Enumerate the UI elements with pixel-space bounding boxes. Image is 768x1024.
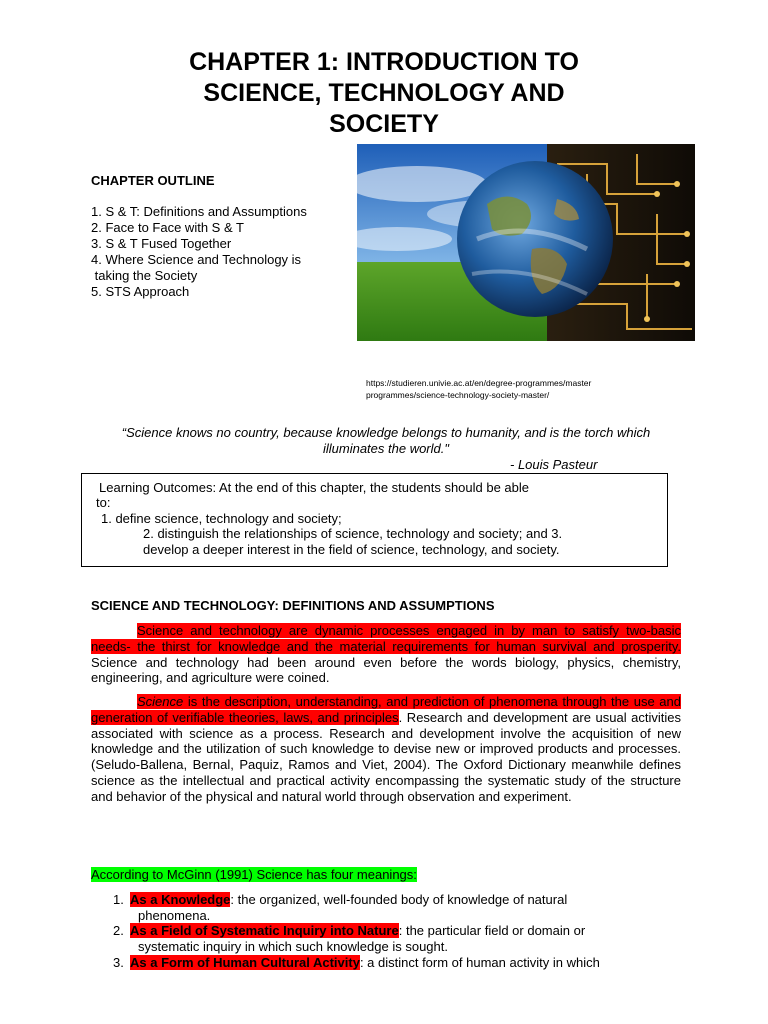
paragraph-text: . Research and development are usual activities associated with science as a process. Research and development involve the acquisition of new knowledge and the utilization of such knowledge to devise new or improved products and processes. (Seludo-Ballena, Bernal, Paquiz, Ramos and Viet, 2004). The Oxford Dictionary meanwhile defines science as the intellectual and practical activity encompassing the systematic study of the structure and behavior of the physical and natural world through observation and experiment. xyxy=(91,709,682,804)
outline-item: 5. STS Approach xyxy=(91,284,190,299)
paragraph-science xyxy=(91,694,681,805)
outline-heading: CHAPTER OUTLINE xyxy=(91,173,215,188)
meaning-text: systematic inquiry in which such knowledge is sought. xyxy=(138,938,448,954)
meaning-label: As a Form of Human Cultural Activity xyxy=(130,955,360,970)
meaning-text: : a distinct form of human activity in which xyxy=(359,955,600,970)
image-credit-line: programmes/science-technology-society-master/ xyxy=(366,390,550,400)
learning-outcomes-text: to: xyxy=(96,495,111,510)
meaning-text: phenomena. xyxy=(138,907,211,923)
outline-item: taking the Society xyxy=(91,268,198,283)
meaning-text: : the particular field or domain or xyxy=(398,923,586,938)
quote-author: - Louis Pasteur xyxy=(510,457,598,472)
highlighted-text: According to McGinn (1991) Science has four meanings: xyxy=(91,867,417,882)
learning-outcomes-item: 1. define science, technology and society; xyxy=(101,511,342,526)
outline-item: 2. Face to Face with S & T xyxy=(91,220,244,235)
outline-item: 4. Where Science and Technology is xyxy=(91,252,302,267)
mcginn-line xyxy=(91,867,417,882)
page-title xyxy=(0,47,768,140)
outline-item: 3. S & T Fused Together xyxy=(91,236,232,251)
highlighted-text: is the description, understanding, and prediction of phenomena through the use and generation of verifiable theories, laws, and principles xyxy=(91,694,681,725)
learning-outcomes-box xyxy=(81,473,668,567)
paragraph-text: Science and technology had been around even before the words biology, physics, chemistry, engineering, and agriculture were coined. xyxy=(91,654,681,686)
meaning-label: As a Knowledge xyxy=(130,892,231,907)
list-number: 3. xyxy=(113,955,124,970)
quote-text: “Science knows no country, because knowledge belongs to humanity, and is the torch which illuminates the world." xyxy=(121,425,651,456)
list-number: 1. xyxy=(113,892,124,907)
highlighted-text: Science and technology are dynamic processes engaged in by man to satisfy two-basic needs- the thirst for knowledge and the material requirements for human survival and prosperity. xyxy=(91,623,681,654)
meaning-label: As a Field of Systematic Inquiry into Nature xyxy=(130,923,399,938)
outline-list xyxy=(91,204,307,300)
image-credit-line: https://studieren.univie.ac.at/en/degree-programmes/master xyxy=(366,378,592,388)
learning-outcomes-text: Learning Outcomes: At the end of this chapter, the students should be able xyxy=(99,480,530,495)
image-credit xyxy=(366,377,591,401)
title-line-3: SOCIETY xyxy=(329,110,439,138)
section-heading: SCIENCE AND TECHNOLOGY: DEFINITIONS AND ASSUMPTIONS xyxy=(91,598,495,613)
learning-outcomes-item: develop a deeper interest in the field of science, technology, and society. xyxy=(143,542,560,557)
science-term: Science xyxy=(137,694,184,709)
outline-item: 1. S & T: Definitions and Assumptions xyxy=(91,204,307,219)
list-number: 2. xyxy=(113,923,124,938)
meaning-text: : the organized, well-founded body of knowledge of natural xyxy=(230,892,568,907)
title-line-2: SCIENCE, TECHNOLOGY AND xyxy=(203,79,565,107)
earth-circuit-image xyxy=(357,144,695,341)
learning-outcomes-item: 2. distinguish the relationships of science, technology and society; and 3. xyxy=(143,526,563,541)
title-line-1: CHAPTER 1: INTRODUCTION TO xyxy=(189,48,579,76)
paragraph-definitions xyxy=(91,623,681,686)
